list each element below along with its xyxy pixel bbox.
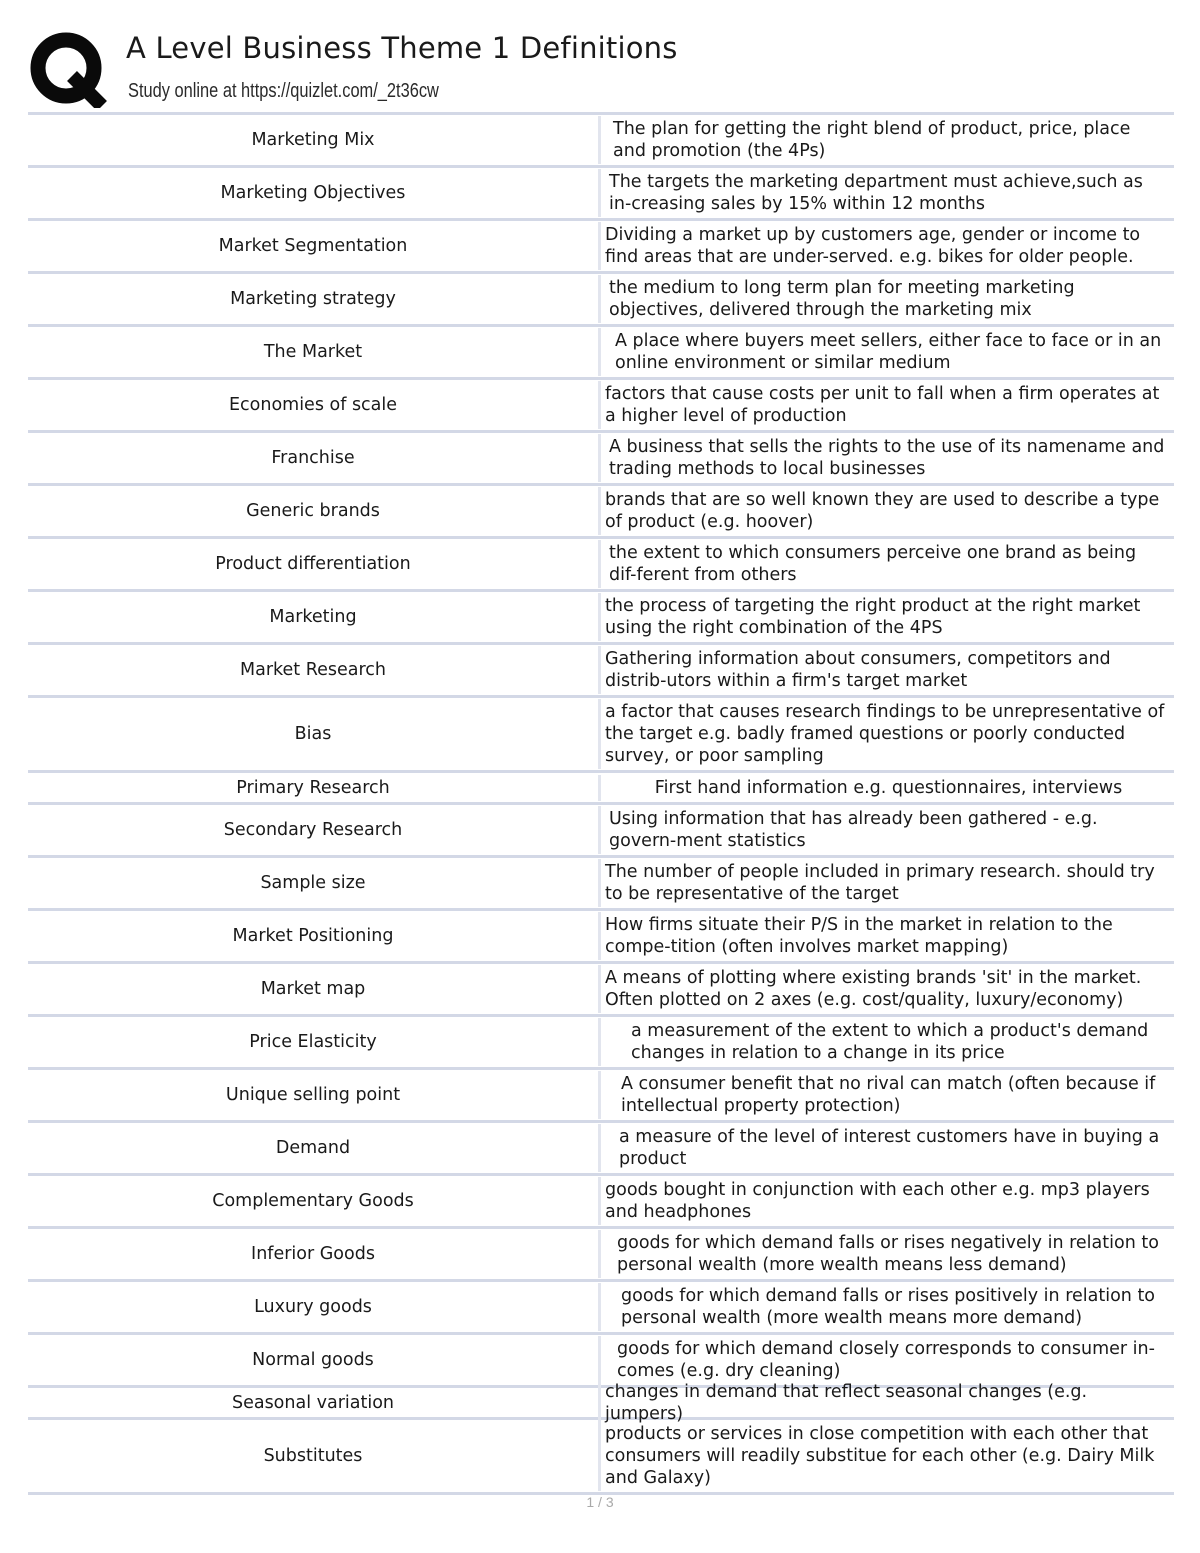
card-row: [28, 221, 1174, 274]
card-definition: The number of people included in primary research. should try to be representative of the target: [598, 859, 1174, 907]
card-row: [28, 1229, 1174, 1282]
card-row: [28, 773, 1174, 805]
card-definition: Dividing a market up by customers age, gender or income to find areas that are under-served. e.g. bikes for older people.: [598, 222, 1174, 270]
card-definition: changes in demand that reflect seasonal changes (e.g. jumpers): [598, 1379, 1174, 1427]
card-term: Inferior Goods: [251, 1244, 375, 1264]
card-definition: a factor that causes research findings to be unrepresentative of the target e.g. badly framed questions or poorly conducted survey, or poor sampling: [598, 699, 1174, 769]
card-definition: a measurement of the extent to which a product's demand changes in relation to a change in its price: [598, 1018, 1174, 1066]
card-term: Marketing Mix: [251, 130, 375, 150]
card-definition: products or services in close competition with each other that consumers will readily substitue for each other (e.g. Dairy Milk and Galaxy): [598, 1421, 1174, 1491]
card-term: Marketing: [269, 607, 357, 627]
card-definition: goods bought in conjunction with each other e.g. mp3 players and headphones: [598, 1177, 1174, 1225]
card-term: The Market: [263, 342, 363, 362]
card-term: Marketing strategy: [230, 289, 396, 309]
card-row: [28, 274, 1174, 327]
card-row: [28, 805, 1174, 858]
card-definition: A means of plotting where existing brands 'sit' in the market. Often plotted on 2 axes (e.g. cost/quality, luxury/economy): [598, 965, 1174, 1013]
card-term: Substitutes: [263, 1446, 363, 1466]
flashcard-list: [28, 112, 1174, 1495]
card-row: [28, 858, 1174, 911]
card-term: Price Elasticity: [249, 1032, 377, 1052]
card-row: [28, 592, 1174, 645]
page-number: 1 / 3: [586, 1494, 614, 1510]
card-definition: brands that are so well known they are used to describe a type of product (e.g. hoover): [598, 487, 1174, 535]
card-term: Market Research: [240, 660, 386, 680]
card-row: [28, 168, 1174, 221]
card-term: Economies of scale: [228, 395, 398, 415]
card-definition: the medium to long term plan for meeting marketing objectives, delivered through the marketing mix: [598, 275, 1174, 323]
card-term: Market Positioning: [232, 926, 394, 946]
card-row: [28, 1176, 1174, 1229]
card-term: Bias: [294, 724, 332, 744]
card-term: Market map: [260, 979, 366, 999]
card-row: [28, 486, 1174, 539]
quizlet-logo-icon: [28, 30, 110, 108]
card-row: [28, 380, 1174, 433]
card-term: Marketing Objectives: [220, 183, 406, 203]
card-term: Demand: [275, 1138, 351, 1158]
card-row: [28, 327, 1174, 380]
card-definition: A place where buyers meet sellers, either face to face or in an online environment or similar medium: [598, 328, 1174, 376]
card-term: Luxury goods: [254, 1297, 372, 1317]
card-row: [28, 645, 1174, 698]
study-online-link[interactable]: Study online at https://quizlet.com/_2t36cw: [128, 80, 439, 102]
card-term: Franchise: [271, 448, 355, 468]
card-definition: The plan for getting the right blend of product, price, place and promotion (the 4Ps): [598, 116, 1174, 164]
card-term: Seasonal variation: [231, 1392, 395, 1413]
card-row: [28, 433, 1174, 486]
card-term: Product differentiation: [215, 554, 411, 574]
card-term: Sample size: [260, 873, 366, 893]
card-definition: A business that sells the rights to the use of its namename and trading methods to local businesses: [598, 434, 1174, 482]
page-title: A Level Business Theme 1 Definitions: [126, 31, 678, 65]
card-row: [28, 539, 1174, 592]
card-term: Normal goods: [252, 1350, 374, 1370]
card-definition: goods for which demand falls or rises negatively in relation to personal wealth (more wealth means less demand): [598, 1230, 1174, 1278]
card-definition: factors that cause costs per unit to fall when a firm operates at a higher level of production: [598, 381, 1174, 429]
card-row: [28, 115, 1174, 168]
page-header: [0, 0, 1200, 112]
card-term: Market Segmentation: [218, 236, 408, 256]
card-definition: goods for which demand closely corresponds to consumer in-comes (e.g. dry cleaning): [598, 1336, 1174, 1384]
card-definition: the extent to which consumers perceive one brand as being dif-ferent from others: [598, 540, 1174, 588]
card-definition: First hand information e.g. questionnaires, interviews: [598, 775, 1174, 801]
card-definition: How firms situate their P/S in the market in relation to the compe-tition (often involves market mapping): [598, 912, 1174, 960]
card-row: [28, 911, 1174, 964]
card-row: [28, 1381, 1174, 1424]
card-row: [28, 1420, 1174, 1495]
card-row: [28, 1123, 1174, 1176]
card-definition: the process of targeting the right product at the right market using the right combination of the 4PS: [598, 593, 1174, 641]
card-row: [28, 698, 1174, 773]
card-term: Primary Research: [236, 777, 390, 798]
card-row: [28, 1282, 1174, 1335]
card-definition: goods for which demand falls or rises positively in relation to personal wealth (more wealth means more demand): [598, 1283, 1174, 1331]
card-row: [28, 1070, 1174, 1123]
card-definition: Gathering information about consumers, competitors and distrib-utors within a firm's target market: [598, 646, 1174, 694]
card-definition: Using information that has already been gathered - e.g. govern-ment statistics: [598, 806, 1174, 854]
card-term: Generic brands: [246, 501, 380, 521]
card-term: Unique selling point: [225, 1085, 401, 1105]
card-definition: a measure of the level of interest customers have in buying a product: [598, 1124, 1174, 1172]
card-definition: A consumer benefit that no rival can match (often because if intellectual property protection): [598, 1071, 1174, 1119]
card-row: [28, 1017, 1174, 1070]
card-definition: The targets the marketing department must achieve,such as in-creasing sales by 15% within 12 months: [598, 169, 1174, 217]
card-row: [28, 964, 1174, 1017]
card-term: Complementary Goods: [212, 1191, 414, 1211]
card-term: Secondary Research: [223, 820, 403, 840]
